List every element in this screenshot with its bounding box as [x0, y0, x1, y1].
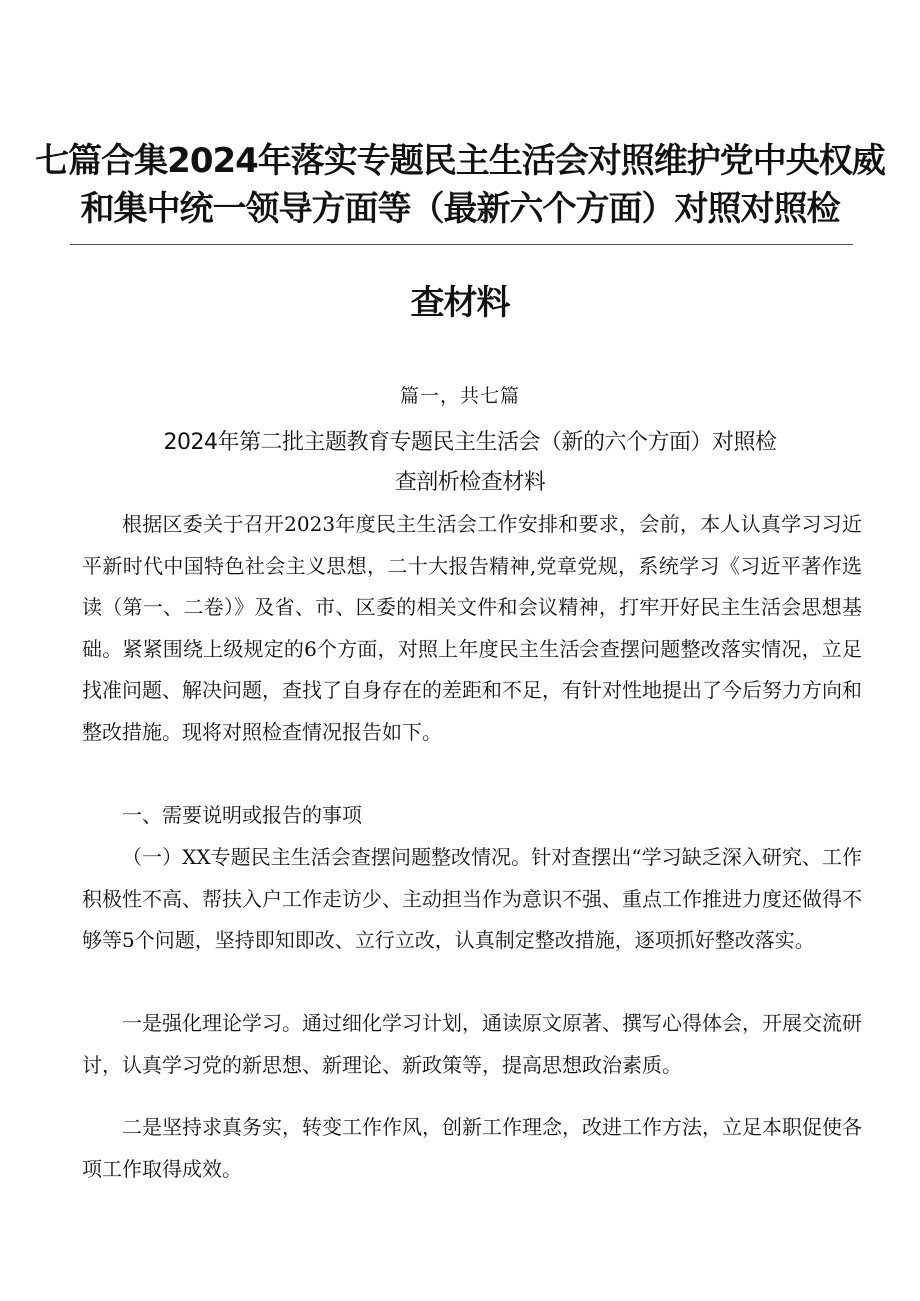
title-underline: [70, 244, 853, 245]
document-title-line-3: 查材料: [410, 283, 510, 323]
paragraph-intro: 根据区委关于召开2023年度民主生活会工作安排和要求，会前，本人认真学习习近平新时代中国特色社会主义思想，二十大报告精神,党章党规，系统学习《习近平著作选读（第一、二卷）》及省、市、区委的相关文件和会议精神，打牢开好民主生活会思想基础。紧紧围绕上级规定的6个方面，对照上年度民主生活会查摆问题整改落实情况，立足找准问题、解决问题，查找了自身存在的差距和不足，有针对性地提出了今后努力方向和整改措施。现将对照检查情况报告如下。: [82, 512, 862, 744]
paragraph-heading-1: 一、需要说明或报告的事项: [122, 803, 362, 827]
paragraph-item-1: （一）XX专题民主生活会查摆问题整改情况。针对查摆出“学习缺乏深入研究、工作积极性不高、帮扶入户工作走访少、主动担当作为意识不强、重点工作推进力度还做得不够等5个问题，坚持即知即改、立行立改，认真制定整改措施，逐项抓好整改落实。: [82, 845, 862, 952]
paragraph-measure-2: 二是坚持求真务实，转变工作作风，创新工作理念，改进工作方法，立足本职促使各项工作取得成效。: [82, 1115, 862, 1181]
paragraph-measure-1: 一是强化理论学习。通过细化学习计划，通读原文原著、撰写心得体会，开展交流研讨，认真学习党的新思想、新理论、新政策等，提高思想政治素质。: [82, 1011, 862, 1077]
subtitle-line-1: 2024年第二批主题教育专题民主生活会（新的六个方面）对照检: [163, 430, 777, 455]
document-title-line-1: 七篇合集2024年落实专题民主生活会对照维护党中央权威: [35, 141, 885, 181]
document-title-line-2: 和集中统一领导方面等（最新六个方面）对照对照检: [80, 189, 840, 229]
subtitle-line-2: 查剖析检查材料: [394, 470, 546, 495]
section-label: 篇一，共七篇: [399, 385, 520, 407]
